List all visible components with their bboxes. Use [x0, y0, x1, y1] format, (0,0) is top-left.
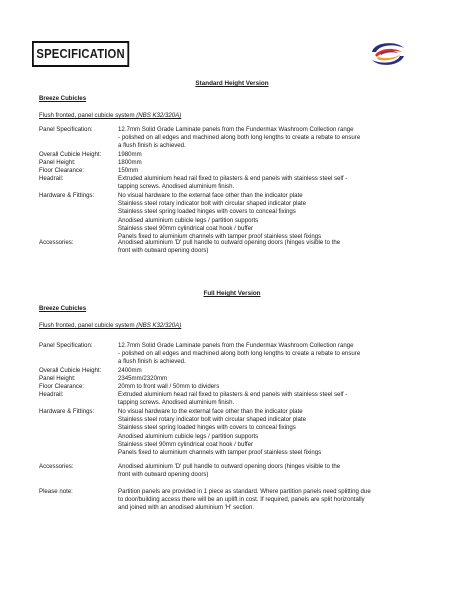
- spec-value-line: No visual hardware to the external face other than the indicator plate: [118, 192, 303, 199]
- spec-value-line: front with outward opening doors): [118, 471, 209, 479]
- spec-value-line: Extruded aluminium head rail fixed to pilasters & end panels with stainless steel self -: [118, 391, 348, 398]
- specification-title: SPECIFICATION: [36, 47, 125, 61]
- spec-value-line: and joined with an anodised aluminium 'H' section.: [118, 504, 255, 512]
- spec-label: Overall Cubicle Height:: [39, 367, 102, 374]
- spec-value-line: - polished on all edges and machined along both long lengths to create a rebate to ensure: [118, 350, 361, 358]
- spec-label: Floor Clearance:: [39, 383, 85, 390]
- spec-value-line: Extruded aluminium head rail fixed to pilasters & end panels with stainless steel self -: [118, 175, 348, 182]
- spec-label: Hardware & Fittings:: [39, 408, 95, 415]
- spec-label: Panel Specification:: [39, 126, 93, 133]
- system-code: (NBS K32/320A): [134, 112, 182, 119]
- spec-label: Headrail:: [39, 175, 64, 182]
- product-heading: Breeze Cubicles: [39, 95, 87, 102]
- spec-value-line: 2400mm: [118, 367, 142, 374]
- company-logo-icon: [366, 38, 410, 70]
- spec-value-line: 1800mm: [118, 159, 142, 166]
- spec-value-line: 1980mm: [118, 151, 142, 158]
- spec-value-line: Anodised aluminium 'D' pull handle to outward opening doors (hinges visible to the: [118, 239, 341, 246]
- spec-value-line: Stainless steel 90mm cylindrical coat hook / buffer: [118, 224, 254, 232]
- spec-value-line: Stainless steel rotary indicator bolt with circular shaped indicator plate: [118, 200, 306, 208]
- system-description: Flush fronted, panel cubicle system: [39, 322, 135, 329]
- spec-value-line: Anodised aluminium cubicle legs / partition supports: [118, 216, 259, 224]
- product-heading: Breeze Cubicles: [39, 305, 87, 312]
- spec-value-line: Stainless steel rotary indicator bolt with circular shaped indicator plate: [118, 416, 306, 424]
- spec-value-line: Stainless steel spring loaded hinges with covers to conceal fixings: [118, 424, 296, 432]
- spec-value-line: 2345mm/2320mm: [118, 375, 168, 382]
- spec-value-line: Stainless steel spring loaded hinges with covers to conceal fixings: [118, 208, 296, 216]
- spec-value-line: No visual hardware to the external face other than the indicator plate: [118, 408, 303, 415]
- spec-value-line: 150mm: [118, 167, 139, 174]
- section-title: Full Height Version: [203, 290, 261, 297]
- spec-value-line: Stainless steel 90mm cylindrical coat hook / buffer: [118, 440, 254, 448]
- spec-value-line: Panels fixed to aluminium channels with tamper proof stainless steel fixings: [118, 233, 322, 240]
- spec-value-line: Anodised aluminium cubicle legs / partition supports: [118, 432, 259, 440]
- spec-value-line: Panels fixed to aluminium channels with tamper proof stainless steel fixings: [118, 449, 322, 456]
- spec-value-line: tapping screws. Anodised aluminium finish.: [118, 183, 235, 191]
- system-line: [39, 112, 181, 120]
- spec-value-line: a flush finish is achieved.: [118, 142, 186, 150]
- spec-value-line: 12.7mm Solid Grade Laminate panels from the Fundermax Washroom Collection range: [118, 126, 354, 133]
- spec-label: Accessories:: [39, 463, 74, 470]
- spec-value-line: Anodised aluminium 'D' pull handle to outward opening doors (hinges visible to the: [118, 463, 341, 470]
- spec-value-line: a flush finish is achieved.: [118, 358, 186, 366]
- spec-label: Headrail:: [39, 391, 64, 398]
- spec-label: Please note:: [39, 488, 73, 495]
- spec-value-line: 20mm to front wall / 50mm to dividers: [118, 383, 220, 390]
- spec-value-line: - polished on all edges and machined along both long lengths to create a rebate to ensure: [118, 134, 361, 142]
- system-line: [39, 322, 181, 330]
- spec-value-line: to door/building access there will be an uplift in cost. If required, panels are split horizontally: [118, 496, 365, 504]
- spec-label: Panel Height:: [39, 159, 76, 166]
- spec-label: Hardware & Fittings:: [39, 192, 95, 199]
- spec-value-line: front with outward opening doors): [118, 247, 209, 255]
- section-title: Standard Height Version: [195, 80, 269, 87]
- spec-label: Panel Specification:: [39, 342, 93, 349]
- system-code: (NBS K32/320A): [134, 322, 182, 329]
- spec-label: Panel Height:: [39, 375, 76, 382]
- system-description: Flush fronted, panel cubicle system: [39, 112, 135, 119]
- spec-value-line: Partition panels are provided in 1 piece as standard. Where partition panels need splitting due: [118, 488, 371, 495]
- spec-label: Accessories:: [39, 239, 74, 246]
- spec-value-line: 12.7mm Solid Grade Laminate panels from the Fundermax Washroom Collection range: [118, 342, 354, 349]
- spec-label: Floor Clearance:: [39, 167, 85, 174]
- spec-label: Overall Cubicle Height:: [39, 151, 102, 158]
- specification-header-box: [32, 41, 129, 67]
- spec-value-line: tapping screws. Anodised aluminium finish.: [118, 399, 235, 407]
